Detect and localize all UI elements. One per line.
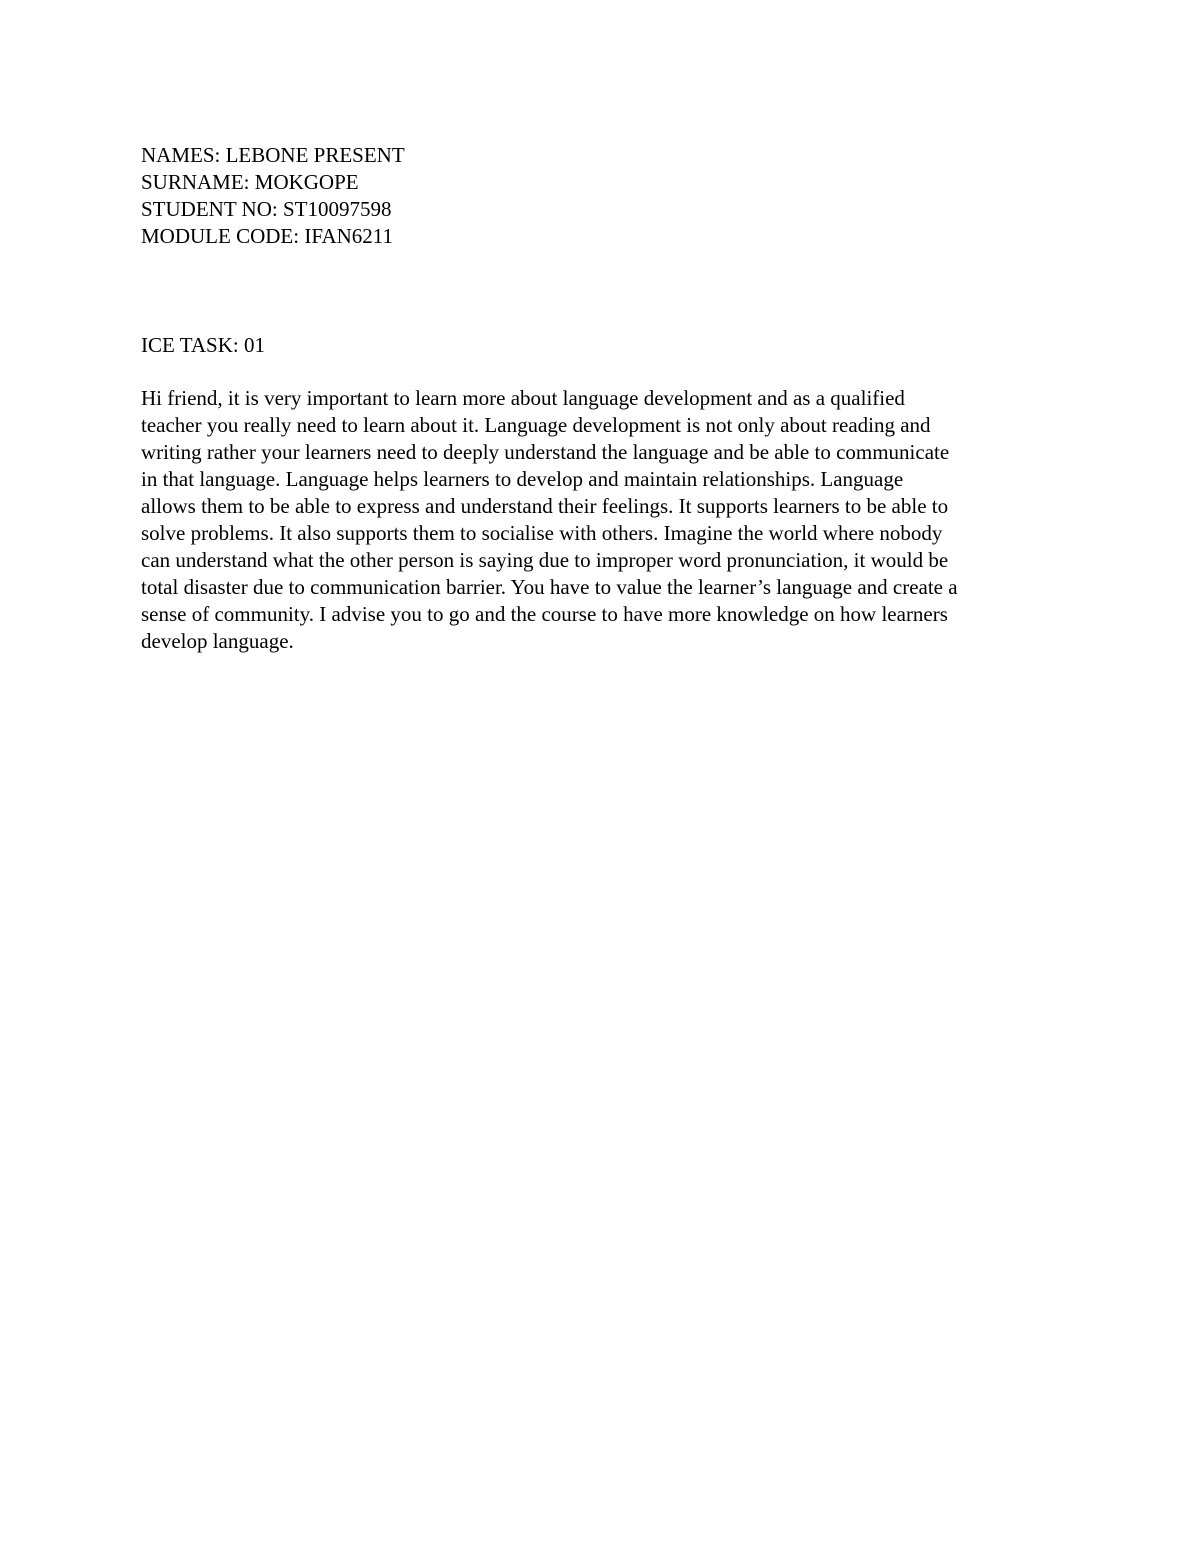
surname-line: SURNAME: MOKGOPE [141,170,359,194]
document-content [141,142,1071,655]
student-number-line: STUDENT NO: ST10097598 [141,197,392,221]
student-details [141,142,1071,250]
paragraph-line: writing rather your learners need to deeply understand the language and be able to communicate [141,440,950,464]
paragraph-line: sense of community. I advise you to go and the course to have more knowledge on how learners [141,602,948,626]
names-line: NAMES: LEBONE PRESENT [141,143,405,167]
paragraph-line: can understand what the other person is saying due to improper word pronunciation, it would be [141,548,949,572]
paragraph-line: develop language. [141,629,294,653]
paragraph-line: Hi friend, it is very important to learn more about language development and as a qualified [141,386,905,410]
body-paragraph [141,385,1071,655]
task-heading: ICE TASK: 01 [141,333,265,357]
paragraph-line: teacher you really need to learn about it. Language development is not only about reading and [141,413,931,437]
paragraph-line: allows them to be able to express and understand their feelings. It supports learners to be able to [141,494,949,518]
paragraph-line: solve problems. It also supports them to socialise with others. Imagine the world where nobody [141,521,943,545]
module-code-line: MODULE CODE: IFAN6211 [141,224,393,248]
paragraph-line: in that language. Language helps learners to develop and maintain relationships. Language [141,467,904,491]
paragraph-line: total disaster due to communication barrier. You have to value the learner’s language and create a [141,575,958,599]
